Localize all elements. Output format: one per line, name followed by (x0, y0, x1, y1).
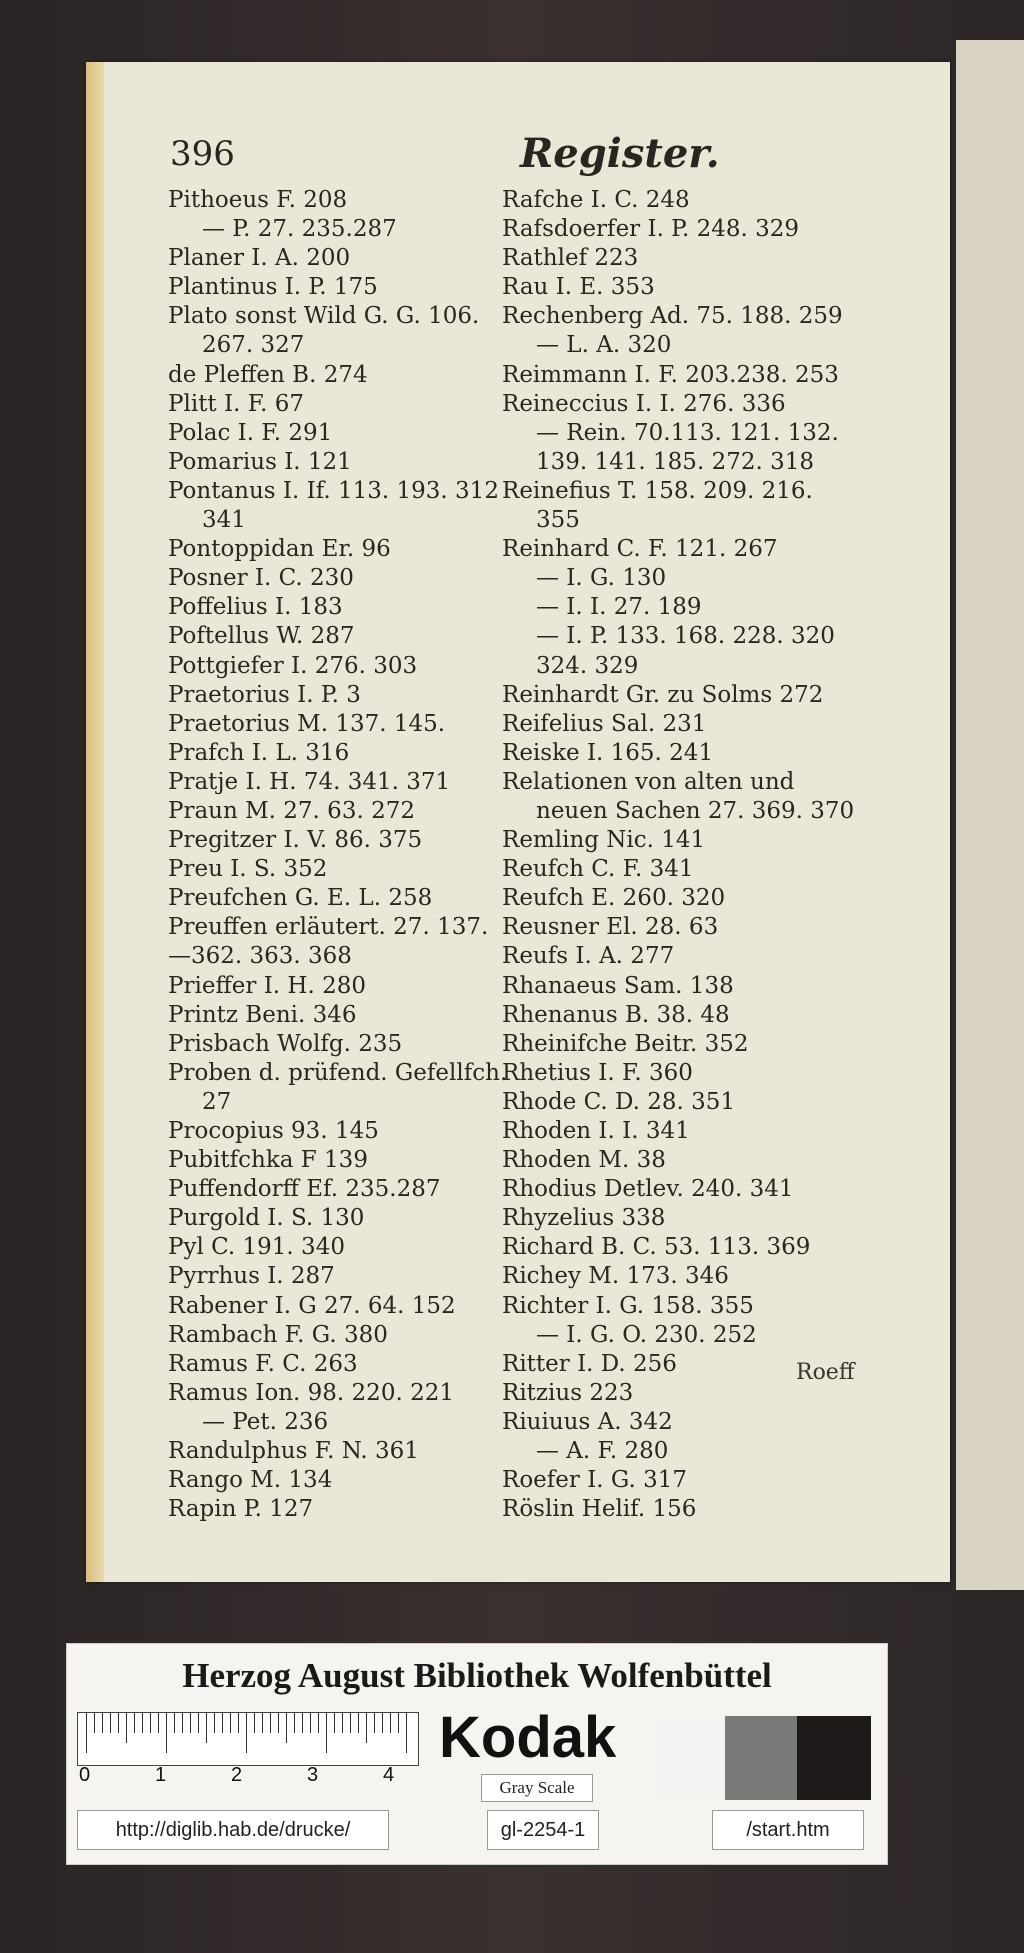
ruler-tick (94, 1713, 95, 1733)
ruler-tick (150, 1713, 151, 1733)
register-entry: Pratje I. H. 74. 341. 371 (168, 768, 451, 795)
ruler-tick (390, 1713, 391, 1733)
register-entry: Rhode C. D. 28. 351 (502, 1088, 736, 1115)
register-entry: Richard B. C. 53. 113. 369 (502, 1234, 811, 1261)
register-entry: Reiske I. 165. 241 (502, 739, 714, 766)
ruler-tick (278, 1713, 279, 1733)
register-entry: Reufch C. F. 341 (502, 856, 694, 883)
ruler-number: 1 (155, 1764, 167, 1786)
ruler-tick (110, 1713, 111, 1733)
page-gilt-edge (86, 62, 104, 1582)
url-base: http://diglib.hab.de/drucke/ (77, 1810, 389, 1850)
register-entry: neuen Sachen 27. 369. 370 (536, 797, 855, 824)
ruler-tick (230, 1713, 231, 1733)
register-entry: — A. F. 280 (536, 1438, 669, 1465)
ruler-tick (166, 1713, 167, 1753)
register-entry: Plantinus I. P. 175 (168, 274, 378, 301)
register-entry: Reufch E. 260. 320 (502, 885, 726, 912)
register-entry: Riuiuus A. 342 (502, 1408, 673, 1435)
register-entry: Reufs I. A. 277 (502, 943, 675, 970)
ruler-tick (102, 1713, 103, 1733)
ruler-tick (174, 1713, 175, 1733)
register-entry: Printz Beni. 346 (168, 1001, 357, 1028)
register-entry: Ritzius 223 (502, 1379, 634, 1406)
register-entry: Rhodius Detlev. 240. 341 (502, 1176, 794, 1203)
register-entry: Praetorius I. P. 3 (168, 681, 361, 708)
register-entry: Praun M. 27. 63. 272 (168, 797, 415, 824)
register-entry: — Pet. 236 (202, 1408, 329, 1435)
ruler-number: 4 (383, 1764, 395, 1786)
ruler-tick (238, 1713, 239, 1733)
ruler-tick (342, 1713, 343, 1733)
register-entry: Pregitzer I. V. 86. 375 (168, 827, 423, 854)
register-entry: Rau I. E. 353 (502, 274, 655, 301)
kodak-logo: Kodak (439, 1705, 617, 1770)
ruler-number: 3 (307, 1764, 319, 1786)
ruler-tick (398, 1713, 399, 1733)
ruler-tick (190, 1713, 191, 1733)
gray-swatch-light (655, 1716, 725, 1800)
register-entry: Reifelius Sal. 231 (502, 710, 707, 737)
register-entry: Purgold I. S. 130 (168, 1205, 365, 1232)
ruler-tick (334, 1713, 335, 1733)
register-entry: Reinhard C. F. 121. 267 (502, 536, 778, 563)
color-calibration-bar (66, 1643, 888, 1865)
register-entry: Procopius 93. 145 (168, 1118, 379, 1144)
register-entry: Plato sonst Wild G. G. 106. (168, 303, 480, 330)
register-entry: 27 (202, 1088, 232, 1115)
register-entry: de Pleffen B. 274 (168, 361, 368, 388)
register-entry: Randulphus F. N. 361 (168, 1438, 419, 1465)
ruler-tick (318, 1713, 319, 1733)
register-entry: Reimmann I. F. 203.238. 253 (502, 361, 839, 388)
register-entry: Pithoeus F. 208 (168, 187, 348, 213)
register-entry: Reineccius I. I. 276. 336 (502, 390, 786, 417)
ruler-tick (118, 1713, 119, 1733)
register-entry: Ramus F. C. 263 (168, 1350, 358, 1377)
ruler-tick (222, 1713, 223, 1733)
ruler-tick (294, 1713, 295, 1733)
register-entry: Rheinifche Beitr. 352 (502, 1030, 749, 1057)
register-entry: Rambach F. G. 380 (168, 1321, 388, 1348)
url-start: /start.htm (712, 1810, 864, 1850)
register-entry: Pontanus I. If. 113. 193. 312 (168, 477, 499, 504)
register-entry: — I. G. 130 (536, 565, 667, 592)
ruler-tick (86, 1713, 87, 1753)
register-column-right (502, 186, 922, 1524)
register-entry: Pomarius I. 121 (168, 448, 352, 475)
ruler-tick (326, 1713, 327, 1753)
register-entry: Rhoden M. 38 (502, 1147, 666, 1174)
register-entry: Pyl C. 191. 340 (168, 1234, 345, 1261)
library-name: Herzog August Bibliothek Wolfenbüttel (182, 1656, 772, 1695)
register-entry: Pubitfchka F 139 (168, 1147, 368, 1174)
register-entry: Rabener I. G 27. 64. 152 (168, 1292, 456, 1319)
ruler-tick (350, 1713, 351, 1733)
register-entry: Pyrrhus I. 287 (168, 1263, 335, 1290)
register-entry: —362. 363. 368 (168, 943, 352, 970)
register-entry: 267. 327 (202, 332, 305, 359)
ruler-tick (254, 1713, 255, 1733)
ruler-tick (182, 1713, 183, 1733)
register-entry: Puffendorff Ef. 235.287 (168, 1176, 441, 1203)
register-entry: Rhoden I. I. 341 (502, 1118, 690, 1144)
register-entry: Pottgiefer I. 276. 303 (168, 652, 418, 679)
ruler-tick (198, 1713, 199, 1733)
ruler-number: 0 (79, 1764, 91, 1786)
register-entry: Planer I. A. 200 (168, 245, 351, 272)
register-entry: Relationen von alten und (502, 768, 795, 795)
register-entry: Poftellus W. 287 (168, 623, 355, 650)
register-entry: — I. G. O. 230. 252 (536, 1321, 757, 1348)
register-entry: Preu I. S. 352 (168, 856, 328, 883)
register-entry: Röslin Helif. 156 (502, 1496, 697, 1523)
ruler-tick (158, 1713, 159, 1733)
register-entry: — Rein. 70.113. 121. 132. (536, 419, 839, 446)
facing-page-edge (956, 40, 1024, 1590)
register-entry: Rango M. 134 (168, 1467, 333, 1494)
register-entry: Polac I. F. 291 (168, 419, 333, 446)
register-entry: Plitt I. F. 67 (168, 390, 304, 417)
ruler-tick (206, 1713, 207, 1743)
ruler-tick (302, 1713, 303, 1733)
register-entry: Roefer I. G. 317 (502, 1467, 687, 1494)
ruler-tick (214, 1713, 215, 1733)
register-entry: Reinefius T. 158. 209. 216. (502, 477, 813, 504)
page-title: Register. (520, 130, 720, 177)
ruler-tick (358, 1713, 359, 1733)
catchword: Roeff (796, 1360, 855, 1385)
register-entry: — P. 27. 235.287 (202, 216, 397, 243)
ruler-tick (310, 1713, 311, 1733)
register-entry: Prafch I. L. 316 (168, 739, 350, 766)
page-number: 396 (170, 134, 235, 174)
register-entry: Rathlef 223 (502, 245, 639, 272)
register-entry: Ramus Ion. 98. 220. 221 (168, 1379, 454, 1406)
ruler-tick (374, 1713, 375, 1733)
register-entry: Rhanaeus Sam. 138 (502, 972, 734, 999)
register-entry: Prieffer I. H. 280 (168, 972, 366, 999)
url-shelfmark: gl-2254-1 (487, 1810, 599, 1850)
ruler-tick (286, 1713, 287, 1743)
ruler-tick (246, 1713, 247, 1753)
register-entry: Rhetius I. F. 360 (502, 1059, 693, 1086)
register-entry: Rapin P. 127 (168, 1496, 314, 1523)
ruler-tick (134, 1713, 135, 1733)
register-entry: Rafche I. C. 248 (502, 187, 690, 213)
ruler-tick (126, 1713, 127, 1743)
register-entry: Pontoppidan Er. 96 (168, 536, 391, 563)
ruler-tick (262, 1713, 263, 1733)
register-entry: Proben d. prüfend. Gefellfch. (168, 1059, 508, 1086)
register-entry: — I. I. 27. 189 (536, 594, 702, 621)
register-entry: Ritter I. D. 256 (502, 1350, 677, 1377)
ruler-scale (77, 1712, 419, 1766)
register-entry: Rechenberg Ad. 75. 188. 259 (502, 303, 843, 330)
ruler-tick (142, 1713, 143, 1733)
register-entry: Posner I. C. 230 (168, 565, 354, 592)
register-entry: — L. A. 320 (536, 332, 672, 359)
ruler-number: 2 (231, 1764, 243, 1786)
register-entry: Reinhardt Gr. zu Solms 272 (502, 681, 824, 708)
gray-swatch-dark (797, 1716, 871, 1800)
gray-swatch-mid (725, 1716, 797, 1800)
ruler-tick (270, 1713, 271, 1733)
register-entry: — I. P. 133. 168. 228. 320 (536, 623, 835, 650)
register-entry: Prisbach Wolfg. 235 (168, 1030, 403, 1057)
register-entry: 341 (202, 507, 246, 534)
register-entry: 139. 141. 185. 272. 318 (536, 448, 814, 475)
register-entry: Remling Nic. 141 (502, 827, 706, 854)
gray-scale-label: Gray Scale (481, 1774, 593, 1802)
register-entry: Preufchen G. E. L. 258 (168, 885, 433, 912)
register-entry: 324. 329 (536, 652, 639, 679)
register-entry: Poffelius I. 183 (168, 594, 343, 621)
register-entry: Praetorius M. 137. 145. (168, 710, 446, 737)
register-entry: Rhenanus B. 38. 48 (502, 1001, 730, 1028)
register-entry: Rafsdoerfer I. P. 248. 329 (502, 216, 800, 243)
register-entry: 355 (536, 507, 580, 534)
register-entry: Preuffen erläutert. 27. 137. (168, 914, 489, 941)
ruler-tick (366, 1713, 367, 1743)
register-entry: Reusner El. 28. 63 (502, 914, 719, 941)
register-entry: Richter I. G. 158. 355 (502, 1292, 754, 1319)
ruler-tick (406, 1713, 407, 1753)
ruler-tick (382, 1713, 383, 1733)
register-entry: Rhyzelius 338 (502, 1205, 666, 1232)
register-entry: Richey M. 173. 346 (502, 1263, 729, 1290)
